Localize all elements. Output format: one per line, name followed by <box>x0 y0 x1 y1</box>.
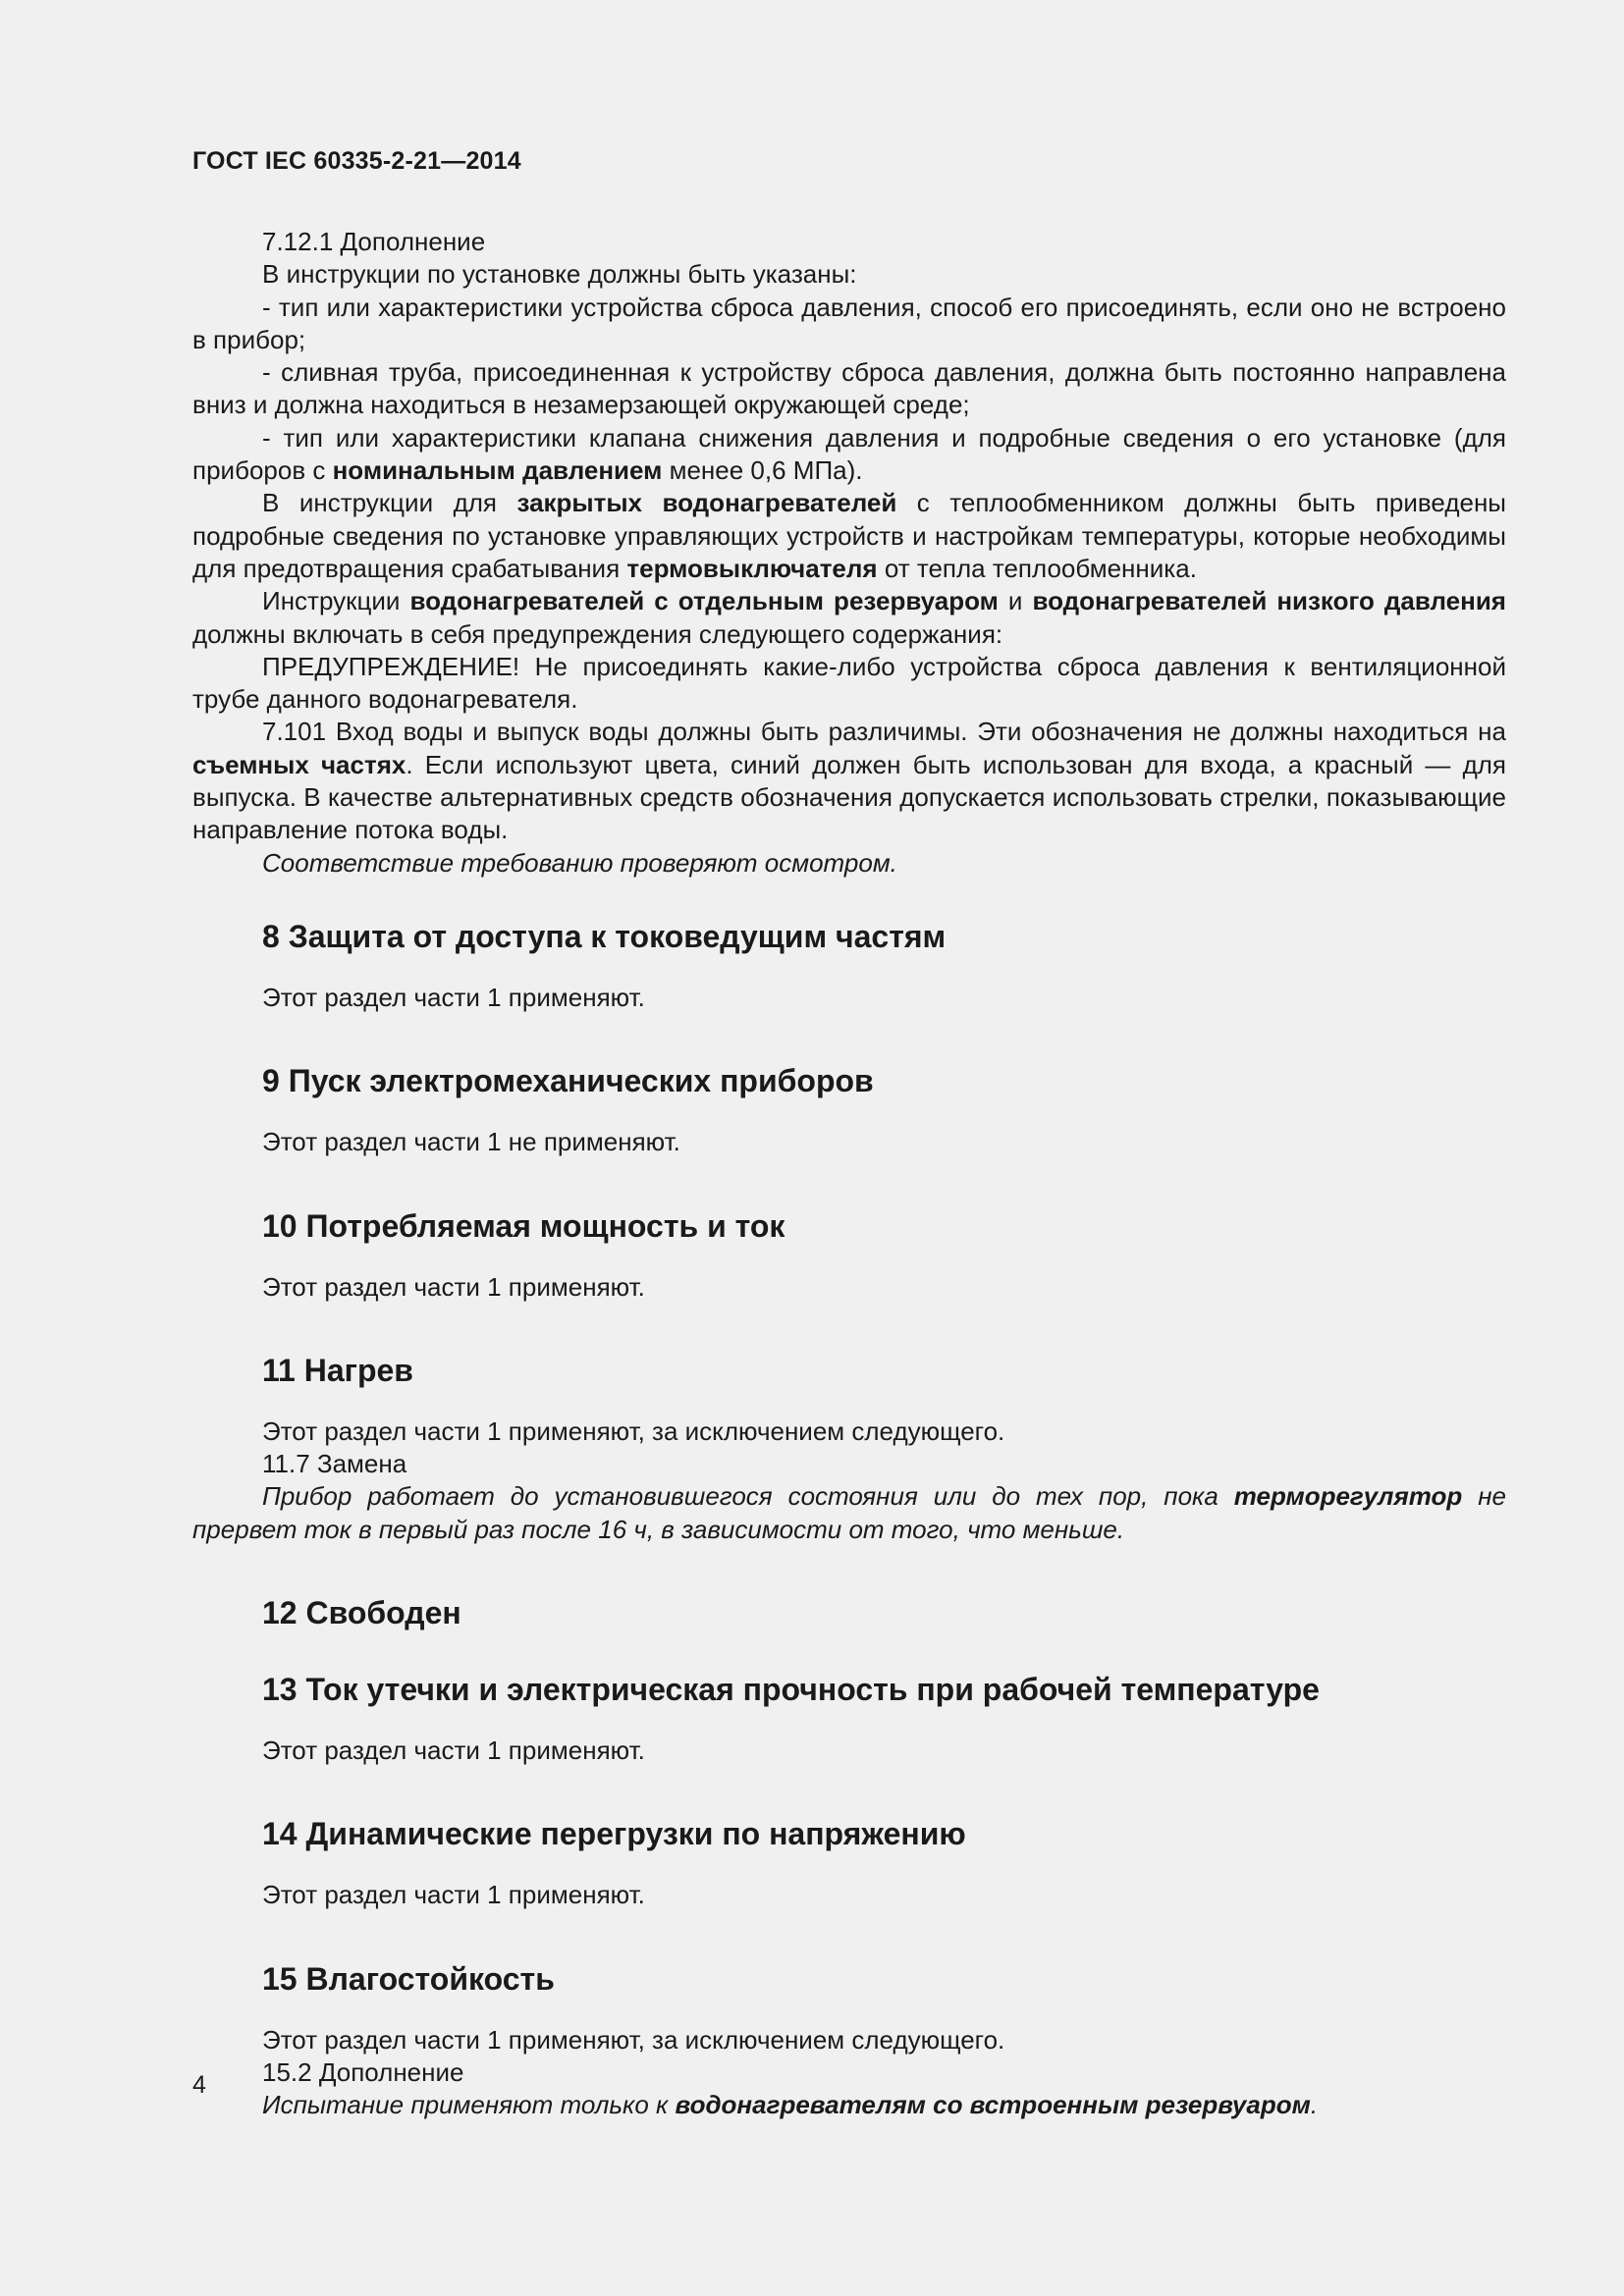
section-text: Этот раздел части 1 применяют. <box>262 1880 645 1910</box>
term: съемных частях <box>192 749 406 779</box>
clause-15-2: 15.2 Дополнение <box>262 2056 464 2087</box>
paragraph: В инструкции по установке должны быть указаны: <box>262 259 857 290</box>
clause-7-12-1: 7.12.1 Дополнение <box>262 227 486 256</box>
section-heading-15: 15 Влагостойкость <box>262 1960 555 1997</box>
clause-text <box>192 2089 1506 2121</box>
section-heading-8: 8 Защита от доступа к токоведущим частям <box>262 918 947 954</box>
list-item: - сливная труба, присоединенная к устройству сброса давления, должна быть постоянно направлена вниз и должна находиться в незамерзающей окружающей среде; <box>192 357 1506 420</box>
text-span: менее 0,6 МПа). <box>662 455 863 486</box>
clause-11-7: 11.7 Замена <box>262 1449 407 1479</box>
term: термовыключателя <box>626 553 878 583</box>
document-header: ГОСТ IEC 60335-2-21—2014 <box>192 147 521 175</box>
section-text: Этот раздел части 1 применяют. <box>262 1735 645 1766</box>
section-text: Этот раздел части 1 применяют, за исключением следующего. <box>262 2024 1005 2055</box>
term: водонагревателям со встроенным резервуаром <box>675 2090 1311 2120</box>
section-heading-13: 13 Ток утечки и электрическая прочность при рабочей температуре <box>262 1672 1320 1708</box>
text-span: должны включать в себя предупреждения следующего содержания: <box>192 618 1003 649</box>
text-span: Прибор работает до установившегося состояния или до тех пор, пока <box>262 1481 1234 1512</box>
term: терморегулятор <box>1233 1481 1463 1512</box>
term: водонагревателей низкого давления <box>1032 586 1506 616</box>
section-text: Этот раздел части 1 применяют. <box>262 982 645 1012</box>
term: номинальным давлением <box>332 455 663 486</box>
section-heading-11: 11 Нагрев <box>262 1352 413 1388</box>
section-heading-12: 12 Свободен <box>262 1595 461 1631</box>
list-item <box>192 422 1506 488</box>
text-span: Инструкции <box>262 586 410 616</box>
term: закрытых водонагревателей <box>516 488 897 518</box>
text-span: от тепла теплообменника. <box>877 553 1197 583</box>
text-span: 7.101 Вход воды и выпуск воды должны быть различимы. Эти обозначения не должны находиться на <box>262 717 1506 747</box>
section-text: Этот раздел части 1 применяют. <box>262 1271 645 1302</box>
text-span: . <box>1310 2090 1319 2120</box>
section-text: Этот раздел части 1 не применяют. <box>262 1127 680 1157</box>
warning-text: ПРЕДУПРЕЖДЕНИЕ! Не присоединять какие-либо устройства сброса давления к вентиляционной трубе данного водонагревателя. <box>192 651 1506 715</box>
page-number: 4 <box>192 2071 206 2099</box>
section-heading-9: 9 Пуск электромеханических приборов <box>262 1063 874 1099</box>
section-text: Этот раздел части 1 применяют, за исключением следующего. <box>262 1415 1005 1446</box>
clause-7-101 <box>192 716 1506 846</box>
list-item: - тип или характеристики устройства сброса давления, способ его присоединять, если оно не встроено в прибор; <box>192 292 1506 354</box>
compliance-note: Соответствие требованию проверяют осмотром. <box>262 847 897 878</box>
text-span: . Если используют цвета, синий должен быть использован для входа, а красный — для выпуска. В качестве альтернативных средств обозначения допускается использовать стрелки, показывающие направление потока воды. <box>192 749 1506 845</box>
section-heading-14: 14 Динамические перегрузки по напряжению <box>262 1816 966 1852</box>
text-span: и <box>998 586 1033 616</box>
paragraph <box>192 487 1506 585</box>
term: водонагревателей с отдельным резервуаром <box>409 586 999 616</box>
text-span: - тип или характеристики клапана снижения давления и подробные сведения о его установке (для приборов с <box>192 422 1506 486</box>
document-body <box>192 226 1506 2122</box>
paragraph <box>192 585 1506 651</box>
clause-text <box>192 1480 1506 1546</box>
text-span: с теплообменником должны быть приведены подробные сведения по установке управляющих устройств и настройкам температуры, которые необходимы для предотвращения срабатывания <box>192 488 1506 583</box>
section-heading-10: 10 Потребляемая мощность и ток <box>262 1207 785 1244</box>
text-span: В инструкции для <box>262 488 517 518</box>
text-span: не прервет ток в первый раз после 16 ч, в зависимости от того, что меньше. <box>192 1481 1506 1544</box>
text-span: Испытание применяют только к <box>262 2090 676 2120</box>
